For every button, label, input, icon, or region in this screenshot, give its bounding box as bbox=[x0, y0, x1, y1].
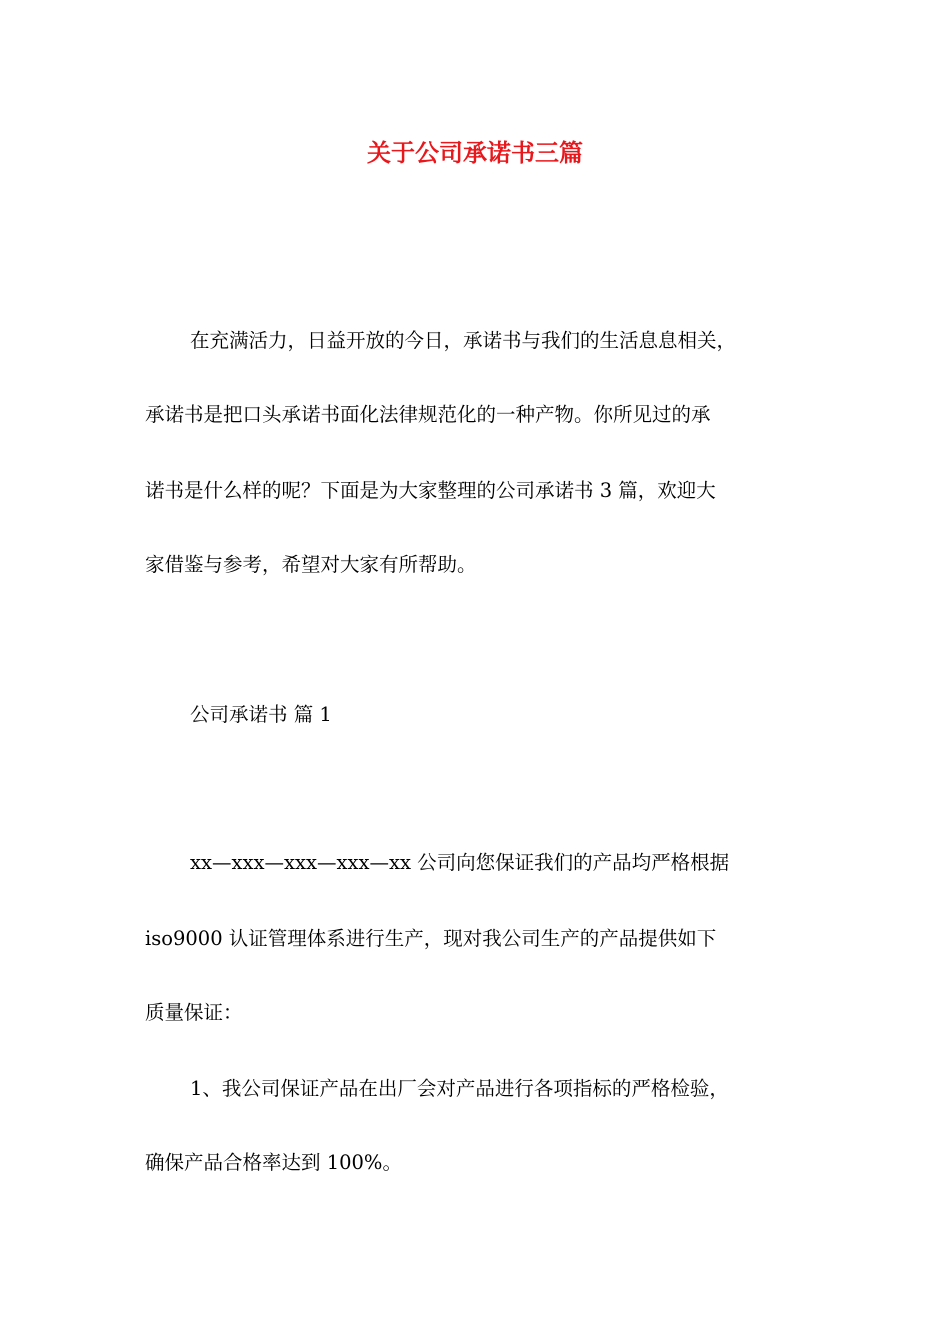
section-heading: 公司承诺书 篇 1 bbox=[190, 703, 332, 726]
body-line-1: xx—xxx—xxx—xxx—xx 公司向您保证我们的产品均严格根据 bbox=[190, 851, 730, 874]
body-line-3: 质量保证： bbox=[145, 1001, 243, 1024]
document-title: 关于公司承诺书三篇 bbox=[367, 138, 583, 167]
body-line-4: 1、我公司保证产品在出厂会对产品进行各项指标的严格检验， bbox=[190, 1077, 729, 1100]
intro-line-3: 诺书是什么样的呢？下面是为大家整理的公司承诺书 3 篇，欢迎大 bbox=[145, 479, 716, 502]
body-line-2: iso9000 认证管理体系进行生产，现对我公司生产的产品提供如下 bbox=[145, 927, 717, 950]
body-line-5: 确保产品合格率达到 100%。 bbox=[145, 1151, 402, 1174]
intro-line-4: 家借鉴与参考，希望对大家有所帮助。 bbox=[145, 553, 477, 576]
intro-line-2: 承诺书是把口头承诺书面化法律规范化的一种产物。你所见过的承 bbox=[145, 403, 711, 426]
intro-line-1: 在充满活力，日益开放的今日，承诺书与我们的生活息息相关， bbox=[190, 329, 737, 352]
